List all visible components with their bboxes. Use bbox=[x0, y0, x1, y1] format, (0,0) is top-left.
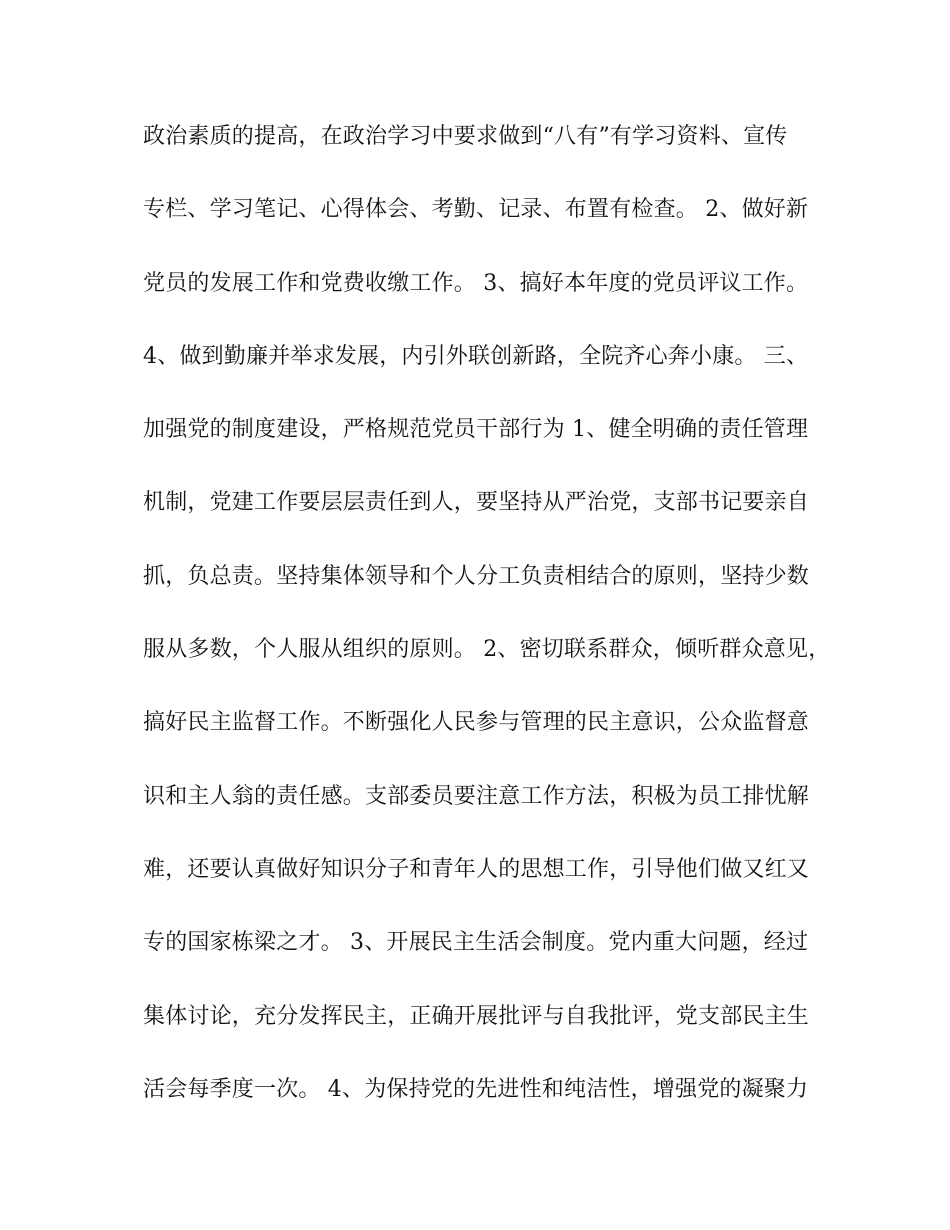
text-line: 识和主人翁的责任感。支部委员要注意工作方法，积极为员工排忧解 bbox=[143, 783, 810, 809]
text-line: 政治素质的提高，在政治学习中要求做到“八有”有学习资料、宣传 bbox=[143, 124, 788, 149]
text-line: 机制，党建工作要层层责任到人，要坚持从严治党，支部书记要亲自 bbox=[143, 490, 810, 516]
text-line: 难，还要认真做好知识分子和青年人的思想工作，引导他们做又红又 bbox=[143, 856, 810, 882]
text-line: 专的国家栋梁之才。 3、开展民主生活会制度。党内重大问题，经过 bbox=[143, 930, 809, 956]
text-line: 搞好民主监督工作。不断强化人民参与管理的民主意识，公众监督意 bbox=[143, 710, 810, 736]
text-line: 党员的发展工作和党费收缴工作。 3、搞好本年度的党员评议工作。 bbox=[143, 270, 809, 296]
text-line: 专栏、学习笔记、心得体会、考勤、记录、布置有检查。 2、做好新 bbox=[143, 197, 809, 223]
text-line: 抓，负总责。坚持集体领导和个人分工负责相结合的原则，坚持少数 bbox=[143, 563, 810, 589]
text-line: 集体讨论，充分发挥民主，正确开展批评与自我批评，党支部民主生 bbox=[143, 1003, 810, 1029]
body-text bbox=[143, 122, 831, 1148]
text-line: 加强党的制度建设，严格规范党员干部行为 1、健全明确的责任管理 bbox=[143, 417, 809, 443]
text-line: 活会每季度一次。 4、为保持党的先进性和纯洁性，增强党的凝聚力 bbox=[143, 1076, 809, 1102]
text-line: 服从多数，个人服从组织的原则。 2、密切联系群众，倾听群众意见， bbox=[143, 637, 831, 663]
text-line: 4、做到勤廉并举求发展，内引外联创新路，全院齐心奔小康。 三、 bbox=[143, 343, 809, 369]
